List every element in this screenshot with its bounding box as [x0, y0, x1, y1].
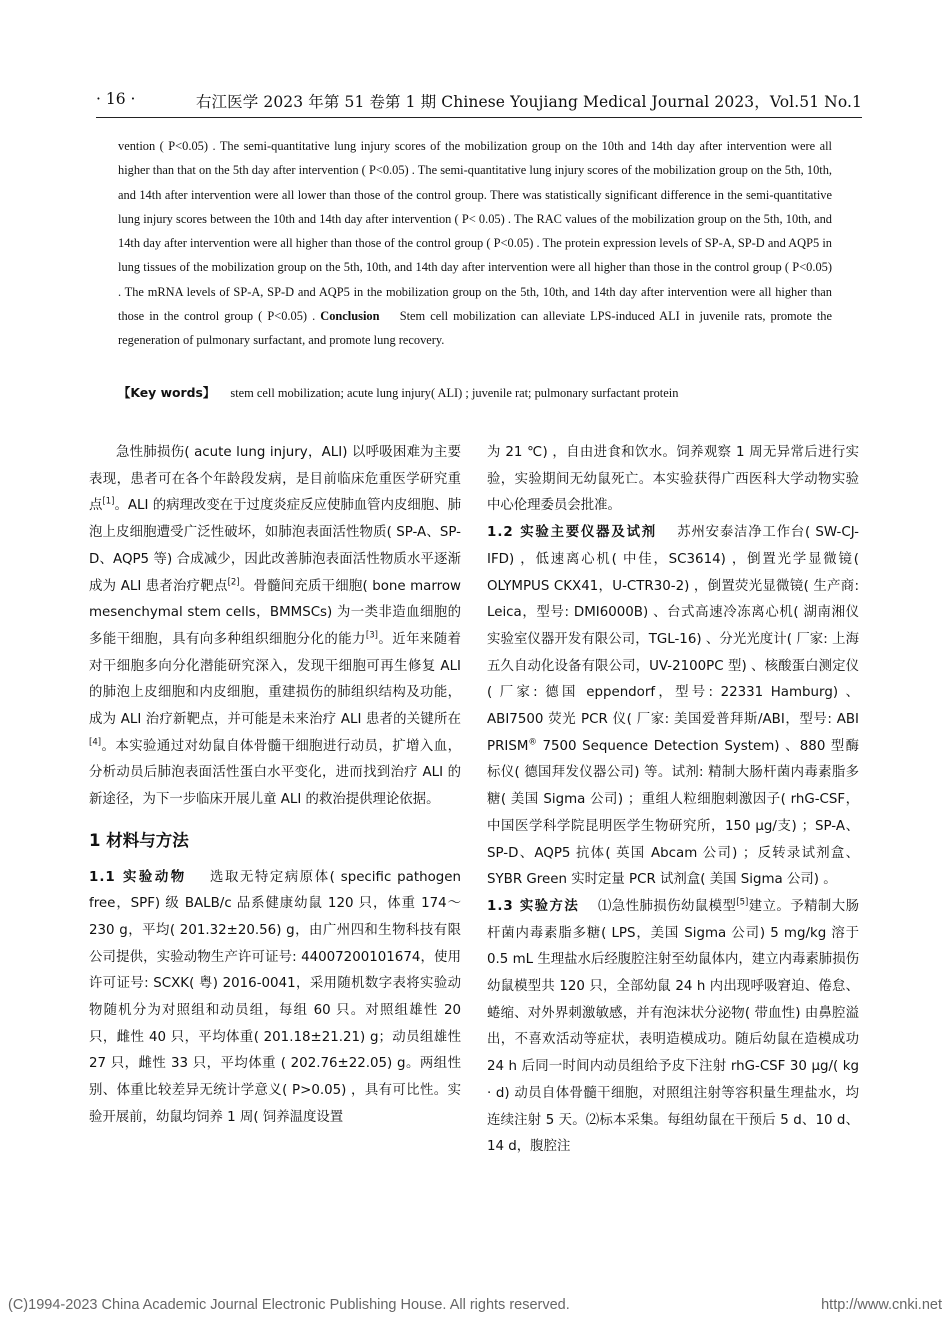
- citation-5: [5]: [736, 897, 749, 908]
- journal-title: 右江医学 2023 年第 51 卷第 1 期 Chinese Youjiang Medical Journal 2023，Vol.51 No.1: [195, 93, 862, 111]
- citation-4: [4]: [89, 737, 102, 748]
- citation-3: [3]: [365, 630, 378, 641]
- header-rule: [96, 117, 862, 118]
- intro-text-2: 。ALI 的病理改变在于过度炎症反应使肺血管内皮细胞、肺泡上皮细胞遭受广泛性破坏，如肺泡表面活性物质( SP-A、SP-D、AQP5 等) 合成减少，因此改善肺泡表面活性物质水平逐渐成为 ALI 患者治疗靶点: [89, 498, 461, 594]
- conclusion-text: Stem cell mobilization can alleviate LPS-induced ALI in juvenile rats, promote the regeneration of pulmonary surfactant, and promote lung recovery.: [118, 309, 833, 348]
- subsection-text-1-2b: 7500 Sequence Detection System) 、880 型酶标仪( 德国拜发仪器公司) 等。试剂: 精制大肠杆菌内毒素脂多糖( 美国 Sigma 公司) ；重组人粒细胞刺激因子( rhG-CSF，中国医学科学院昆明医学生物研究所，150 μg/支) ；SP-A、SP-D、AQP5 抗体( 英国 Abcam 公司) ；反转录试剂盒、SYBR Green 实时定量 PCR 试剂盒( 美国 Sigma 公司) 。: [487, 738, 859, 888]
- left-column: [89, 440, 461, 1132]
- intro-text-5: 。本实验通过对幼鼠自体骨髓干细胞进行动员，扩增入血，分析动员后肺泡表面活性蛋白水平变化，进而找到治疗 ALI 的新途径，为下一步临床开展儿童 ALI 的救治提供理论依据。: [89, 738, 461, 808]
- intro-text-3: 。骨髓间充质干细胞( bone marrow mesenchymal stem cells，BMMSCs) 为一类非造血细胞的多能干细胞，具有向多种组织细胞分化的能力: [89, 578, 461, 647]
- copyright-text: (C)1994-2023 China Academic Journal Electronic Publishing House. All rights reserved.: [8, 1297, 570, 1313]
- subsection-title-1-3: 1.3 实验方法: [487, 898, 580, 914]
- page-footer: [8, 1297, 942, 1313]
- section-heading-methods: 1 材料与方法: [89, 830, 189, 850]
- subsection-text-1-3b: 建立。予精制大肠杆菌内毒素脂多糖( LPS，美国 Sigma 公司) 5 mg/kg 溶于 0.5 mL 生理盐水后经腹腔注射至幼鼠体内，建立内毒素肺损伤幼鼠模型共 120 只，全部幼鼠 24 h 内出现呼吸窘迫、倦怠、蜷缩、对外界刺激敏感，并有泡沫状分泌物( 带血性) 由鼻腔溢出，不喜欢活动等症状，表明造模成功。随后幼鼠在造模成功 24 h 后同一时间内动员组给予皮下注射 rhG-CSF 30 μg/( kg · d) 动员自体骨髓干细胞，对照组注射等容积量生理盐水，均连续注射 5 天。⑵标本采集。每组幼鼠在干预后 5 d、10 d、14 d，腹腔注: [487, 898, 859, 1155]
- intro-text-1: 急性肺损伤( acute lung injury，ALI) 以呼吸困难为主要表现，患者可在各个年龄段发病，是目前临床危重医学研究重点: [89, 445, 461, 514]
- abstract-text: [118, 134, 832, 353]
- cnki-link[interactable]: http://www.cnki.net: [821, 1297, 942, 1313]
- page-header: [96, 90, 862, 116]
- subsection-title-1-2: 1.2 实验主要仪器及试剂: [487, 525, 657, 541]
- right-column: [487, 440, 859, 1161]
- subsection-text-1-3a: ⑴急性肺损伤幼鼠模型: [597, 898, 737, 914]
- registered-mark: ®: [528, 737, 537, 748]
- keywords-label: 【Key words】: [118, 385, 216, 400]
- citation-2: [2]: [227, 577, 240, 588]
- keywords-text: stem cell mobilization; acute lung injury( ALI) ; juvenile rat; pulmonary surfactant protein: [230, 386, 679, 400]
- subsection-methods: [487, 894, 859, 1161]
- subsection-text-1-1: 选取无特定病原体( specific pathogen free，SPF) 级 BALB/c 品系健康幼鼠 120 只，体重 174～230 g，平均( 201.32±20.56) g，由广州四和生物科技有限公司提供，实验动物生产许可证号: 44007200101674，使用许可证号: SCXK( 粤) 2016-0041，采用随机数字表将实验动物随机分为对照组和动员组，每组 60 只。对照组雄性 20 只，雌性 40 只，平均体重( 201.18±21.21) g；动员组雄性 27 只，雌性 33 只，平均体重 ( 202.76±22.05) g。两组性别、体重比较差异无统计学意义( P>0.05) ，具有可比性。实验开展前，幼鼠均饲养 1 周( 饲养温度设置: [89, 869, 461, 1125]
- conclusion-label: Conclusion: [320, 309, 380, 324]
- abstract-results: vention ( P<0.05) . The semi-quantitative lung injury scores of the mobilization group on the 10th and 14th day after intervention were all higher than that on the 5th day after intervention ( P<0.05) . The semi-quantitative lung injury scores of the mobilization group on the 5th, 10th, and 14th after intervention were all lower than those of the control group. There was statistically significant difference in the semi-quantitative lung injury scores between the 10th and 14th day after intervention ( P< 0.05) . The RAC values of the mobilization group on the 5th, 10th, and 14th day after intervention were all higher than those of the control group ( P<0.05) . The protein expression levels of SP-A, SP-D and AQP5 in lung tissues of the mobilization group on the 5th, 10th, and 14th day after intervention were all higher than those in the control group ( P<0.05) . The mRNA levels of SP-A, SP-D and AQP5 in the mobilization group on the 5th, 10th, and 14th day after intervention were all higher than those in the control group ( P<0.05) .: [118, 139, 832, 324]
- subsection-animals: [89, 865, 461, 1132]
- keywords: [118, 383, 832, 401]
- page-number: · 16 ·: [96, 90, 136, 108]
- continued-paragraph: 为 21 ℃) ，自由进食和饮水。饲养观察 1 周无异常后进行实验，实验期间无幼鼠死亡。本实验获得广西医科大学动物实验中心伦理委员会批准。: [487, 445, 859, 514]
- subsection-instruments: [487, 520, 859, 894]
- intro-paragraph: [89, 440, 461, 814]
- citation-1: [1]: [102, 496, 115, 507]
- subsection-text-1-2a: 苏州安泰洁净工作台( SW-CJ-IFD) ，低速离心机( 中佳，SC3614) ，倒置光学显微镜( OLYMPUS CKX41，U-CTR30-2) ，倒置荧光显微镜( 生产商: Leica，型号: DMI6000B) 、台式高速冷冻离心机( 湖南湘仪实验室仪器开发有限公司，TGL-16) 、分光光度计( 厂家: 上海五久自动化设备有限公司，UV-2100PC 型) 、核酸蛋白测定仪( 厂家: 德国 eppendorf，型号: 22331 Hamburg) 、ABI7500 荧光 PCR 仪( 厂家: 美国爱普拜斯/ABI，型号: ABI PRISM: [487, 525, 860, 754]
- intro-text-4: 。近年来随着对干细胞多向分化潜能研究深入，发现干细胞可再生修复 ALI 的肺泡上皮细胞和内皮细胞，重建损伤的肺组织结构及功能，成为 ALI 治疗新靶点，并可能是未来治疗 ALI 患者的关键所在: [89, 631, 462, 728]
- subsection-title-1-1: 1.1 实验动物: [89, 869, 187, 885]
